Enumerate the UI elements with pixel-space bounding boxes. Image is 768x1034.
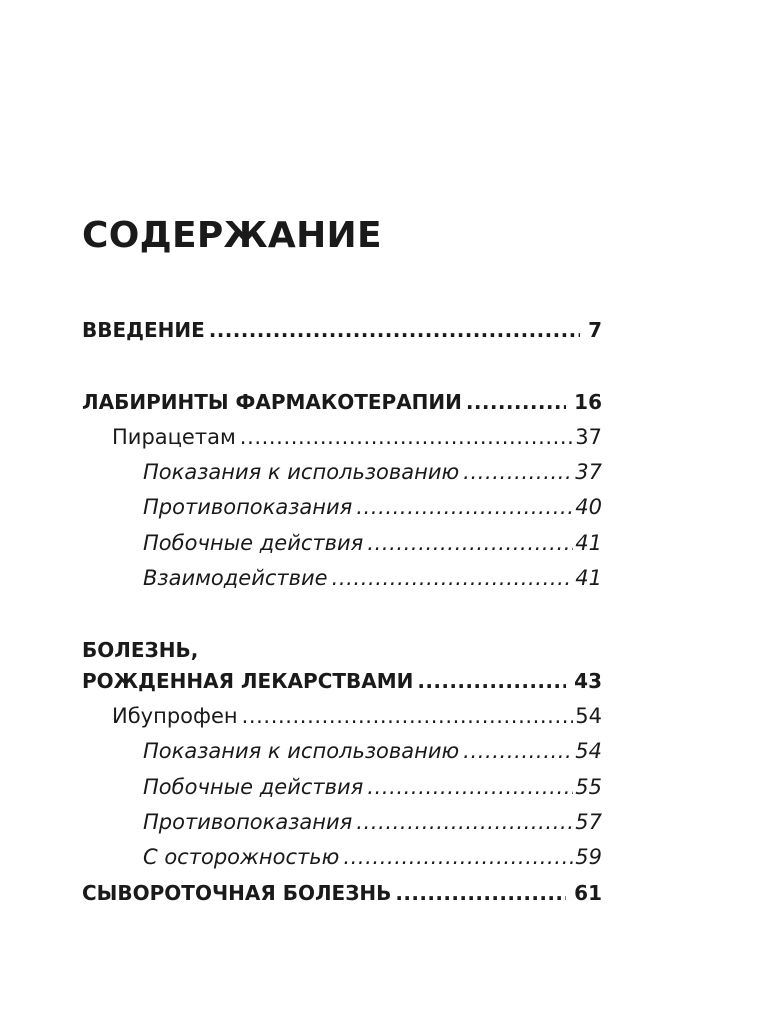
toc-entry [82, 456, 602, 488]
toc-entry-page: 55 [575, 775, 602, 799]
toc-entry-label: Взаимодействие [143, 566, 328, 590]
dot-leader [332, 562, 574, 594]
toc-entry-label: Пирацетам [112, 425, 236, 449]
toc-entry-label: ЛАБИРИНТЫ ФАРМАКОТЕРАПИИ [82, 390, 462, 414]
toc-entry [82, 386, 602, 418]
toc-entry-page: 43 [574, 669, 602, 693]
dot-leader [463, 456, 573, 488]
toc-entry-label: Показания к использованию [143, 460, 460, 484]
page-title: СОДЕРЖАНИЕ [82, 215, 382, 256]
toc-entry-label: Побочные действия [143, 531, 364, 555]
toc-entry-page: 7 [588, 318, 602, 342]
toc-entry-label: Показания к использованию [143, 739, 460, 763]
toc-entry-page: 59 [575, 845, 602, 869]
dot-leader [343, 841, 573, 873]
dot-leader [463, 735, 573, 767]
dot-leader [466, 386, 566, 418]
toc-entry-page: 54 [575, 704, 602, 728]
toc-entry-label: Противопоказания [143, 495, 353, 519]
toc-entry [82, 562, 602, 594]
toc-entry-page: 57 [575, 810, 602, 834]
toc-entry-page: 37 [575, 460, 602, 484]
toc-entry [82, 421, 602, 453]
toc-entry [82, 491, 602, 523]
toc-entry [82, 527, 602, 559]
dot-leader [367, 771, 573, 803]
toc-entry-page: 61 [574, 881, 602, 905]
toc-entry-label: Побочные действия [143, 775, 364, 799]
toc-entry-page: 16 [574, 390, 602, 414]
toc-entry-label: Противопоказания [143, 810, 353, 834]
toc-entry-label: Ибупрофен [112, 704, 238, 728]
dot-leader [356, 491, 573, 523]
toc-entry-label: СЫВОРОТОЧНАЯ БОЛЕЗНЬ [82, 881, 392, 905]
dot-leader [209, 314, 580, 346]
dot-leader [240, 421, 573, 453]
dot-leader [367, 527, 573, 559]
toc-entry-label: РОЖДЕННАЯ ЛЕКАРСТВАМИ [82, 669, 414, 693]
toc-entry [82, 877, 602, 909]
dot-leader [356, 806, 573, 838]
toc-entry-page: 54 [575, 739, 602, 763]
toc-entry [82, 806, 602, 838]
toc-entry-label-line1: БОЛЕЗНЬ, [82, 638, 199, 662]
toc-entry-label: С осторожностью [143, 845, 340, 869]
toc-entry-page: 41 [575, 531, 602, 555]
toc-entry [82, 314, 602, 346]
toc-entry [82, 735, 602, 767]
dot-leader [417, 665, 566, 697]
toc-entry [82, 841, 602, 873]
toc-entry-page: 41 [575, 566, 602, 590]
dot-leader [395, 877, 566, 909]
toc-entry [82, 771, 602, 803]
toc-entry [82, 665, 602, 697]
toc-entry [82, 700, 602, 732]
toc-entry-page: 37 [575, 425, 602, 449]
dot-leader [242, 700, 574, 732]
toc-entry-label: ВВЕДЕНИЕ [82, 318, 205, 342]
toc-entry-page: 40 [575, 495, 602, 519]
